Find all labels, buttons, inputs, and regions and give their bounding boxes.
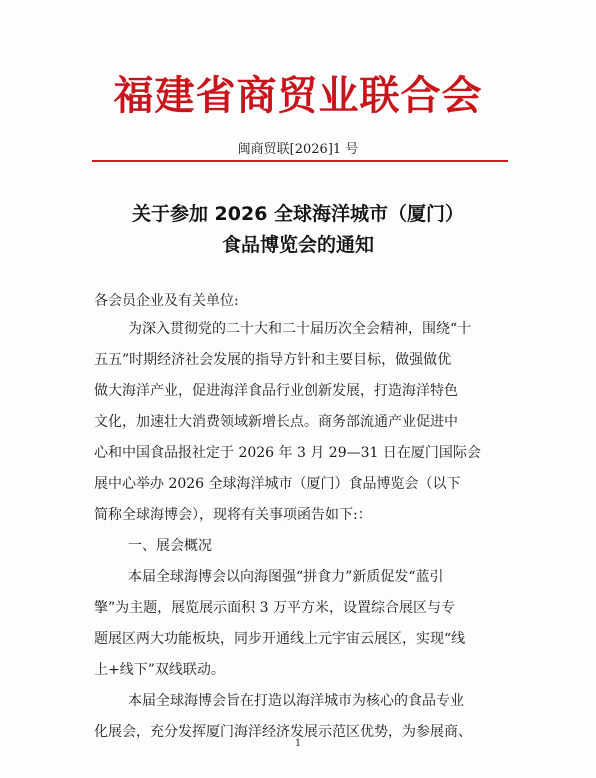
salutation: 各会员企业及有关单位: <box>94 293 239 309</box>
body-line: 展中心举办 2026 全球海洋城市（厦门）食品博览会（以下 <box>94 476 461 492</box>
document-number: 闽商贸联[2026]1 号 <box>237 142 359 157</box>
body-line: 本届全球海博会旨在打造以海洋城市为核心的食品专业 <box>128 693 464 709</box>
section-heading: 一、展会概况 <box>128 538 212 554</box>
body-line: 为深入贯彻党的二十大和二十届历次全会精神，围绕“十 <box>128 321 472 337</box>
body-line: 文化，加速壮大消费领域新增长点。商务部流通产业促进中 <box>94 414 458 430</box>
body-line: 五五”时期经济社会发展的指导方针和主要目标，做强做优 <box>94 352 452 368</box>
body-line: 上+线下”双线联动。 <box>94 662 225 678</box>
document-title-line-2: 食品博览会的通知 <box>221 234 374 256</box>
page-number: 1 <box>294 738 302 749</box>
body-line: 化展会，充分发挥厦门海洋经济发展示范区优势，为参展商、 <box>94 724 472 740</box>
body-line: 做大海洋产业，促进海洋食品行业创新发展，打造海洋特色 <box>94 383 458 399</box>
body-line: 本届全球海博会以向海图强“拼食力”新质促发“蓝引 <box>128 569 444 585</box>
body-line: 擎”为主题，展览展示面积 3 万平方米，设置综合展区与专 <box>94 600 455 616</box>
body-line: 简称全球海博会），现将有关事项函告如下:： <box>94 507 372 523</box>
red-divider-line <box>92 160 508 162</box>
body-line: 题展区两大功能板块，同步开通线上元宇宙云展区，实现“线 <box>94 631 466 647</box>
document-title-line-1: 关于参加 2026 全球海洋城市（厦门） <box>131 203 465 225</box>
organization-header: 福建省商贸业联合会 <box>113 72 483 119</box>
body-line: 心和中国食品报社定于 2026 年 3 月 29—31 日在厦门国际会 <box>94 445 481 461</box>
